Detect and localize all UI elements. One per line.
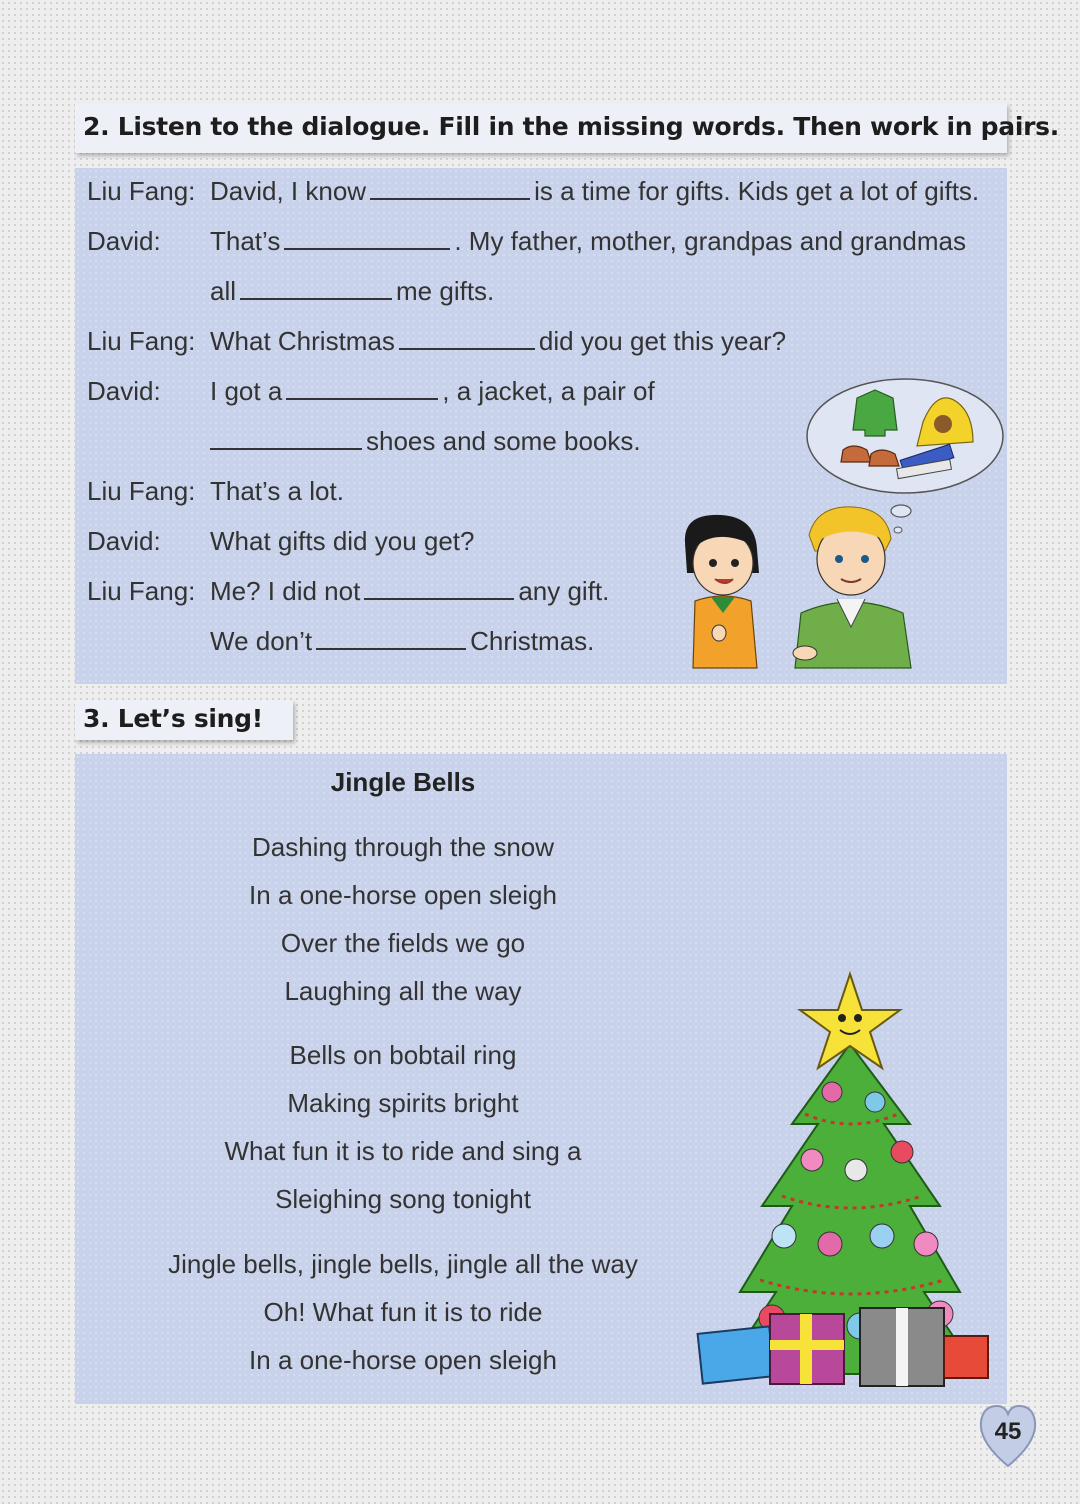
song-panel [75, 754, 1007, 1404]
dialogue-text: did you get this year? [538, 326, 787, 356]
speaker-label: David: [87, 226, 161, 256]
answer-blank[interactable] [284, 226, 450, 250]
answer-blank[interactable] [316, 626, 466, 650]
answer-blank[interactable] [370, 176, 530, 200]
dialogue-line [87, 276, 494, 307]
song-title: Jingle Bells [330, 767, 476, 797]
dialogue-text: , a jacket, a pair of [442, 376, 655, 406]
answer-blank[interactable] [286, 376, 438, 400]
lyric-line: In a one-horse open sleigh [249, 880, 557, 910]
lyric-line: Making spirits bright [287, 1088, 519, 1118]
answer-blank[interactable] [210, 426, 362, 450]
dialogue-text: That’s [210, 226, 281, 256]
dialogue-text: What gifts did you get? [210, 526, 475, 556]
dialogue-line [87, 176, 979, 207]
dialogue-text: is a time for gifts. Kids get a lot of gifts. [534, 176, 980, 206]
dialogue-text: me gifts. [396, 276, 495, 306]
speaker-label: Liu Fang: [87, 326, 196, 356]
lyric-line: Oh! What fun it is to ride [263, 1297, 543, 1327]
dialogue-text: any gift. [518, 576, 610, 606]
dialogue-text: We don’t [210, 626, 313, 656]
dialogue-line [87, 526, 474, 557]
answer-blank[interactable] [399, 326, 535, 350]
dialogue-text: That’s a lot. [210, 476, 344, 506]
lyric-line: Over the fields we go [280, 928, 526, 958]
answer-blank[interactable] [364, 576, 514, 600]
dialogue-line [87, 576, 609, 607]
lyric-line: Dashing through the snow [251, 832, 555, 862]
section-3-heading: 3. Let’s sing! [75, 700, 293, 740]
section-2-heading: 2. Listen to the dialogue. Fill in the missing words. Then work in pairs. [75, 103, 1007, 153]
lyric-line: In a one-horse open sleigh [249, 1345, 557, 1375]
lyric-line: Laughing all the way [284, 976, 522, 1006]
speaker-label: Liu Fang: [87, 576, 196, 606]
speaker-label: David: [87, 526, 161, 556]
dialogue-line [87, 376, 655, 407]
dialogue-text: Christmas. [470, 626, 595, 656]
dialogue-line [87, 426, 641, 457]
girl-illustration [675, 513, 775, 668]
lyric-line: Jingle bells, jingle bells, jingle all the way [168, 1249, 638, 1279]
dialogue-text: Me? I did not [210, 576, 361, 606]
boy-illustration [787, 503, 922, 668]
lyric-line: What fun it is to ride and sing a [224, 1136, 582, 1166]
speaker-label: David: [87, 376, 161, 406]
page-number: 45 [994, 1418, 1022, 1445]
dialogue-line [87, 226, 966, 257]
speaker-label: Liu Fang: [87, 176, 196, 206]
dialogue-panel [75, 168, 1007, 684]
dialogue-line [87, 626, 594, 657]
dialogue-line [87, 476, 344, 507]
dialogue-text: all [210, 276, 237, 306]
dialogue-text: What Christmas [210, 326, 395, 356]
page-number-badge [977, 1404, 1039, 1468]
dialogue-line [87, 326, 786, 357]
dialogue-text: . My father, mother, grandpas and grandmas [454, 226, 966, 256]
speaker-label: Liu Fang: [87, 476, 196, 506]
christmas-tree-illustration [700, 974, 1000, 1399]
lyric-line: Bells on bobtail ring [289, 1040, 517, 1070]
dialogue-text: shoes and some books. [366, 426, 641, 456]
dialogue-text: I got a [210, 376, 283, 406]
lyric-line: Sleighing song tonight [275, 1184, 531, 1214]
dialogue-text: David, I know [210, 176, 367, 206]
answer-blank[interactable] [240, 276, 392, 300]
